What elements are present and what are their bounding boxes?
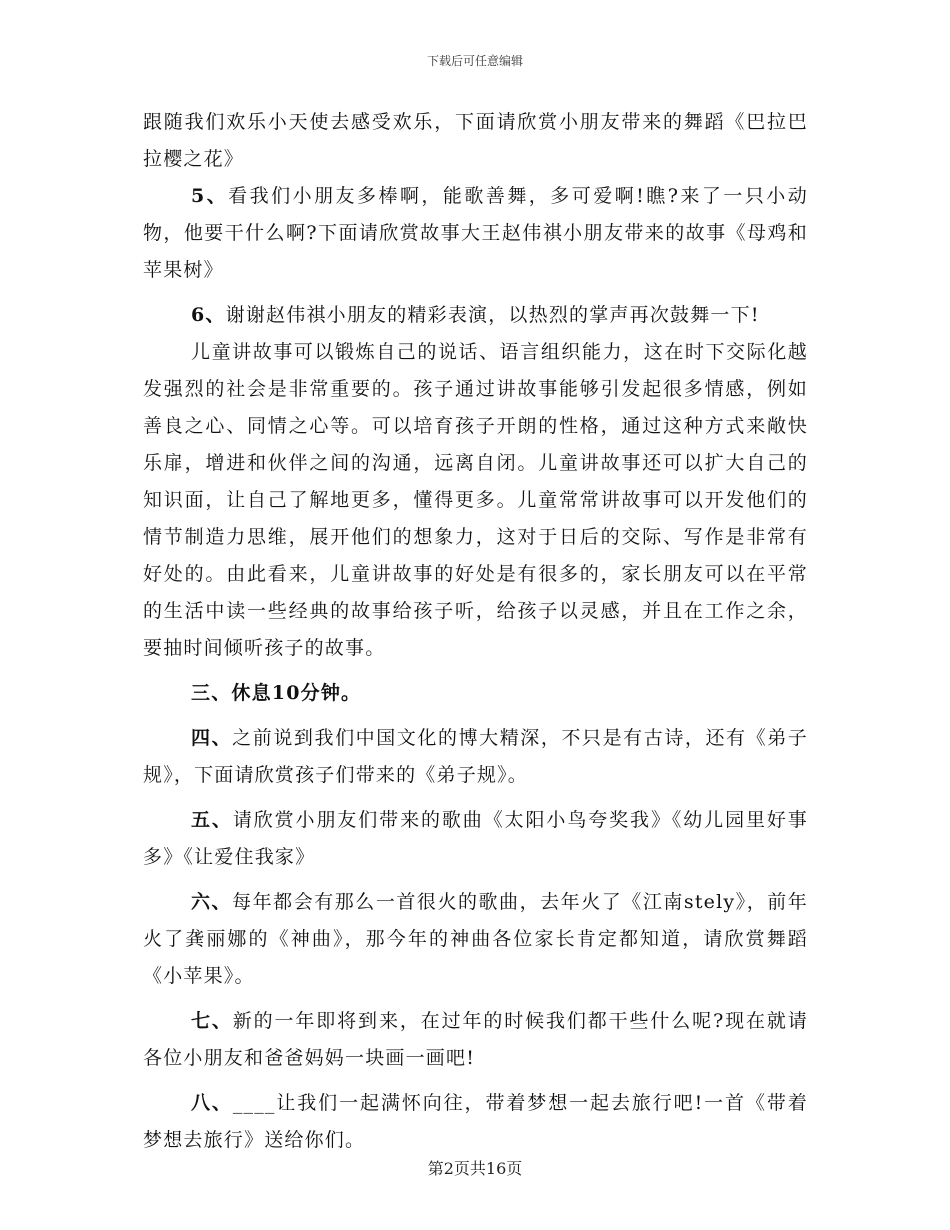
item-number: 6、 xyxy=(191,304,226,326)
page-header: 下载后可任意编辑 xyxy=(426,54,523,68)
page-footer: 第2页共16页 xyxy=(427,1159,523,1178)
paragraph-item-4 xyxy=(143,720,808,794)
paragraph-item-7 xyxy=(143,1003,808,1077)
paragraph-text: 新的一年即将到来，在过年的时候我们都干些什么呢?现在就请各位小朋友和爸爸妈妈一块画一画吧! xyxy=(143,1010,808,1069)
paragraph-break: 三、休息10分钟。 xyxy=(191,682,362,704)
paragraph-text: ____让我们一起满怀向往，带着梦想一起去旅行吧!一首《带着梦想去旅行》送给你们。 xyxy=(143,1092,808,1151)
paragraph-storytelling: 儿童讲故事可以锻炼自己的说话、语言组织能力，这在时下交际化越发强烈的社会是非常重要的。孩子通过讲故事能够引发起很多情感，例如善良之心、同情之心等。可以培育孩子开朗的性格，通过这种方式来敞快乐扉，增进和伙伴之间的沟通，远离自闭。儿童讲故事还可以扩大自己的知识面，让自己了解地更多，懂得更多。儿童常常讲故事可以开发他们的情节制造力思维，展开他们的想象力，这对于日后的交际、写作是非常有好处的。由此看来，儿童讲故事的好处是有很多的，家长朋友可以在平常的生活中读一些经典的故事给孩子听，给孩子以灵感，并且在工作之余，要抽时间倾听孩子的故事。 xyxy=(143,341,808,659)
paragraph-text: 之前说到我们中国文化的博大精深，不只是有古诗，还有《弟子规》，下面请欣赏孩子们带来的《弟子规》。 xyxy=(143,727,809,786)
item-number: 八、 xyxy=(191,1092,233,1114)
item-number: 六、 xyxy=(191,891,233,913)
item-number: 五、 xyxy=(191,809,233,831)
item-number: 七、 xyxy=(191,1010,233,1032)
paragraph-text: 谢谢赵伟祺小朋友的精彩表演，以热烈的掌声再次鼓舞一下! xyxy=(225,304,760,326)
paragraph-item-5-songs xyxy=(143,802,808,876)
paragraph-text: 请欣赏小朋友们带来的歌曲《太阳小鸟夸奖我》《幼儿园里好事多》《让爱住我家》 xyxy=(143,809,809,868)
paragraph-item-6 xyxy=(143,297,808,334)
paragraph-continuation: 跟随我们欢乐小天使去感受欢乐，下面请欣赏小朋友带来的舞蹈《巴拉巴拉樱之花》 xyxy=(143,111,808,170)
paragraph-item-6-dance xyxy=(143,884,808,995)
item-number: 四、 xyxy=(191,727,233,749)
paragraph-item-5 xyxy=(143,178,808,289)
paragraph-text: 每年都会有那么一首很火的歌曲，去年火了《江南stely》，前年火了龚丽娜的《神曲》，那今年的神曲各位家长肯定都知道，请欣赏舞蹈《小苹果》。 xyxy=(143,891,808,987)
item-number: 5、 xyxy=(191,185,229,207)
document-body xyxy=(143,104,808,1167)
paragraph-text: 看我们小朋友多棒啊，能歌善舞，多可爱啊!瞧?来了一只小动物，他要干什么啊?下面请欣赏故事大王赵伟祺小朋友带来的故事《母鸡和苹果树》 xyxy=(143,185,808,281)
paragraph-item-8 xyxy=(143,1085,808,1159)
